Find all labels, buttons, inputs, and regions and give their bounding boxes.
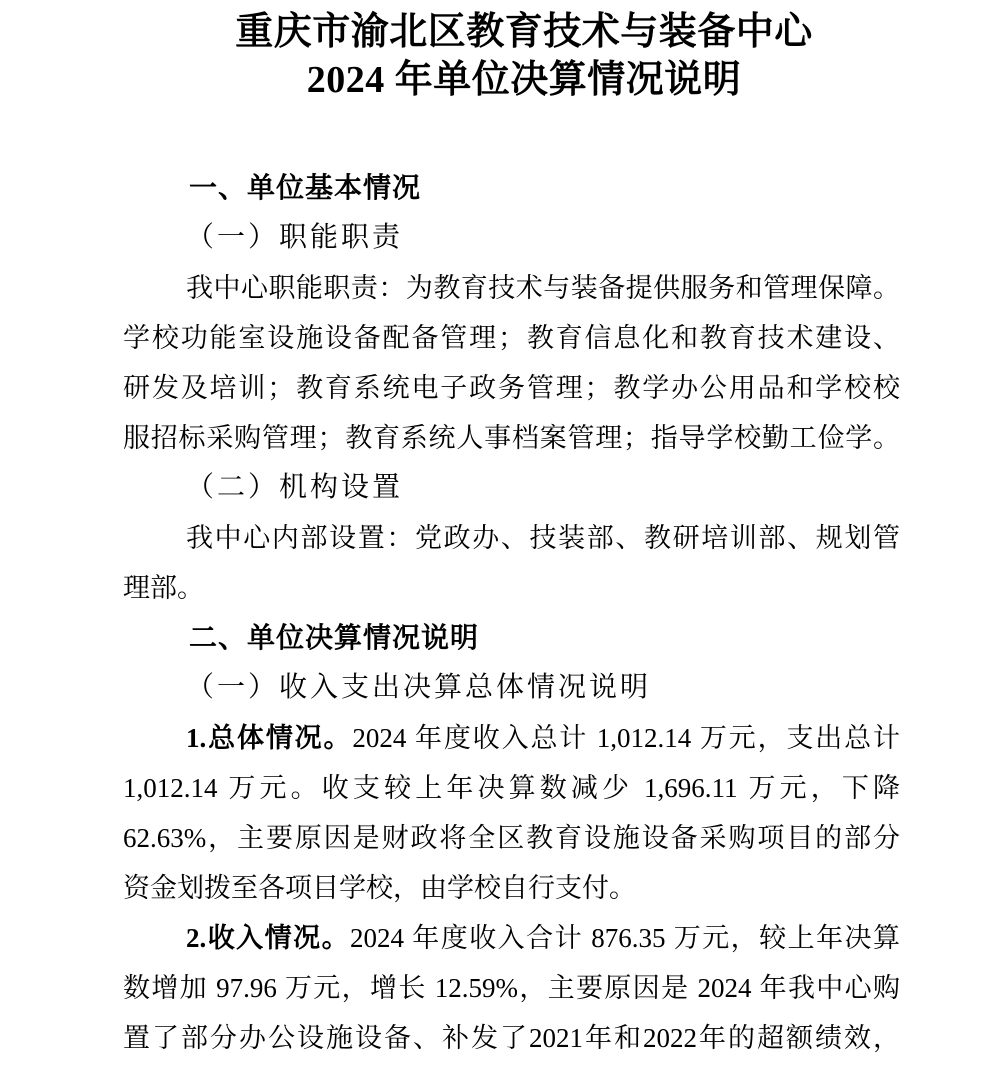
structure-paragraph-line-2: 理部。	[123, 573, 204, 603]
overall-paragraph-line-1-text: 2024 年度收入总计 1,012.14 万元，支出总计	[352, 723, 900, 753]
income-paragraph-line-2: 数增加 97.96 万元，增长 12.59%，主要原因是 2024 年我中心购	[123, 973, 900, 1003]
section-2-1-heading: （一）收入支出决算总体情况说明	[186, 672, 652, 703]
structure-paragraph-line-1: 我中心内部设置：党政办、技装部、教研培训部、规划管	[186, 523, 900, 553]
section-1-heading: 一、单位基本情况	[189, 172, 422, 203]
income-paragraph-lead: 2.收入情况。	[186, 923, 351, 953]
document-body	[123, 163, 900, 1063]
duties-paragraph-line-4: 服招标采购管理；教育系统人事档案管理；指导学校勤工俭学。	[123, 423, 900, 453]
overall-paragraph-line-1	[123, 713, 900, 763]
section-1-1-heading: （一）职能职责	[186, 222, 404, 253]
duties-paragraph-line-1: 我中心职能职责：为教育技术与装备提供服务和管理保障。	[186, 273, 900, 303]
overall-paragraph-line-3: 62.63%，主要原因是财政将全区教育设施设备采购项目的部分	[123, 823, 900, 853]
overall-paragraph-line-4: 资金划拨至各项目学校，由学校自行支付。	[123, 873, 636, 903]
overall-paragraph-lead: 1.总体情况。	[186, 723, 353, 753]
income-paragraph-line-1-text: 2024 年度收入合计 876.35 万元，较上年决算	[350, 923, 900, 953]
income-paragraph-line-3: 置了部分办公设施设备、补发了2021年和2022年的超额绩效，	[123, 1023, 900, 1053]
duties-paragraph-line-3: 研发及培训；教育系统电子政务管理；教学办公用品和学校校	[123, 373, 900, 403]
section-1-2-heading: （二）机构设置	[186, 472, 404, 503]
duties-paragraph-line-2: 学校功能室设施设备配备管理；教育信息化和教育技术建设、	[123, 323, 900, 353]
income-paragraph-line-1	[123, 913, 900, 963]
section-2-heading: 二、单位决算情况说明	[189, 622, 480, 653]
document-title	[148, 8, 900, 104]
overall-paragraph-line-2: 1,012.14 万元。收支较上年决算数减少 1,696.11 万元，下降	[123, 773, 900, 803]
title-line-2: 2024 年单位决算情况说明	[306, 59, 742, 101]
title-line-1: 重庆市渝北区教育技术与装备中心	[235, 11, 813, 53]
